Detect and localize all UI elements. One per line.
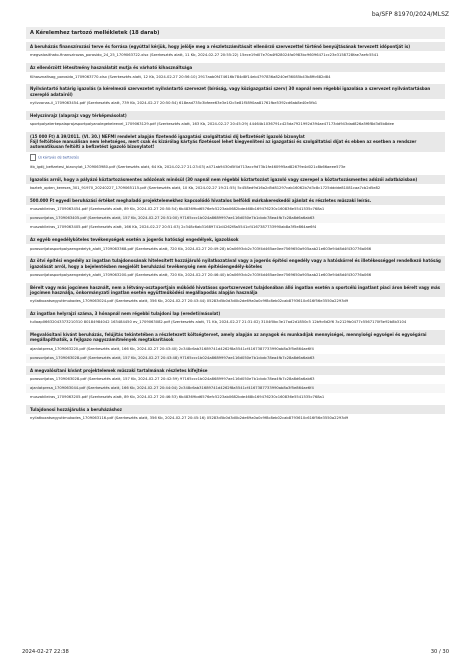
card-icon xyxy=(30,154,36,161)
attachment-file-row[interactable]: tulloap06632043373210310 80184984042 163484450 ev_1709063082.pdf (Szerkesztés alatt, 71 Kb, 2024-02-27 21:31:02) 3104f0bc3e17ad2d1850c5 12b9c6d2f6 3c2129b0477c5567170f5e92b8b3104 xyxy=(30,320,407,325)
attachment-sections xyxy=(26,42,445,423)
attachment-file-row[interactable]: Kihasznaltsag_porosido_1709063770.xlsx (Szerkesztés alatt, 12 Kb, 2024-02-27 20:56:10) 2917aab0f474616b784d8f14eb4797836a8240ef36085b43b8ffc682d84 xyxy=(30,74,331,79)
attachment-file-row[interactable]: nyilvvonas-ii_1709063454.pdf (Szerkesztés alatt, 739 Kb, 2024-02-27 20:50:54) 618ead735c3bfeee63e3e1f2c5e81f5890aa81761fbe5392cd6ab8e40e5fb1 xyxy=(30,100,318,105)
attachment-file-row[interactable]: porosorijatos_1709063028.pdf (Szerkesztés alatt, 157 Kb, 2024-02-27 20:43:48) 97165ccc1b024a8689997ae116d050e7b1cbdc78ea4fb7c28a8d6a6ab63 xyxy=(26,354,445,363)
document-reference: ba/SFP 81970/2024/MLSZ xyxy=(371,11,449,18)
section-heading: Az egyéb engedélyköteles tevékenységek esetén a jogerős hatósági engedélyek, igazolások xyxy=(26,235,445,244)
attachment-file-row[interactable]: kozteh_opten_kereses_301_91970_20240227_1709065115.pdf (Szerkesztés alatt, 10 Kb, 2024-02-27 19:21:55) 5c458ed9d16a2d5d81297cab16062b7d3c8c1725dddde81081caa7cb2d5e82 xyxy=(30,186,381,191)
attachment-file-row[interactable]: muszakileiras_1709063454.pdf (Szerkesztés alatt, 89 Kb, 2024-02-27 20:50:54) 6b48369bd6576efc5223ab0682bde468b169476230c160836e5541535c768a1 xyxy=(30,207,325,212)
section-heading: Tulajdonosi hozzájárulás a beruházáshoz xyxy=(26,405,445,414)
attachment-file-row[interactable]: porosorijatos_1709063028.pdf (Szerkesztés alatt, 157 Kb, 2024-02-27 20:42:59) 97165ccc1b024a8689997ae116d050e7b1cbdc78ea4fb7c28a8d6a6ab63 xyxy=(30,376,315,381)
attachment-file-row[interactable]: nyilatkozatsegyuttmukodes_1709063116.pdf (Szerkesztés alatt, 356 Kb, 2024-02-27 20:45:16) 05283d5b0d3d0b2de69a0a0c9f8c8eb02cab8793610c616f56e3550a2293d9 xyxy=(30,416,349,421)
section-heading: Az ötvi építési engedély az ingatlan tulajdonosának hitelesített hozzájáruló nyilatkozatával vagy a jogerős építési engedély vagy a hatóskörrel és illetékességgel rendelkező hatóság igazolását arról, hogy a bejelentésben megjelölt beruházási tevékenység nem építésiengedély-köteles xyxy=(26,256,445,270)
attachment-file-row[interactable]: itb_igdij_befizetesi_bizonylat_1709063980.pdf (Szerkesztés alatt, 64 Kb, 2024-02-27 21:23:03) a471ab9430d5f4d713acc9d73b1fe460995ad82679e4d021c8b66aeee573e xyxy=(30,165,346,170)
attachment-file-row[interactable]: nyilatkozatsegyuttmukodes_1709063024.pdf (Szerkesztés alatt, 356 Kb, 2024-02-27 20:43:44) 05283d5b0d3d0b2de69a0a0c9f8c8eb02cab8793610c616f56e3550a2293d9 xyxy=(30,299,349,304)
section-heading: Megvalósítani kívánt beruházás, felújítás tekintetében a részletezett költségtervet, amely alapján az anyagok és munkadíjak mennyiségei, mennyiségi egységei és egységárai megállapíthatók, a fejlgazo nagyszámítmények megtakarítások xyxy=(26,330,445,344)
section-heading: (15 000 Ft) A 39/2011. (VI. 30.) NEFMI rendelet alapján fizetendő igazgatási szolgáltatási díj befizetését igazoló bizonylat Fájl feltöltése manuálisan nem lehetséges, mert csak és kizárólag kártyás fizetéssel lehet kiegyenlíteni az igazgatási és szolgáltatási díjat és ebben az esetben a rendszer automatikusan feltölti a befizetést igazoló bizonylatot! xyxy=(26,132,445,152)
print-timestamp: 2024-02-27 22:38 xyxy=(22,649,69,655)
section-heading: Bérelt vagy más jogcímen használt, nem a létvány-osztaportjain működő hivatásos sportszervezet tulajdonában álló ingatlan esetén a sportcélú ingatlant piaci áron bérelt vagy más jogcímen használja, önkormányzati ingatlan esetén együttműködési megállapodás alapján használja xyxy=(26,283,445,297)
attachment-file-row[interactable]: porosorijatos_1709063405.pdf (Szerkesztés alatt, 157 Kb, 2024-02-27 20:51:00) 97165ccc1b024a8689997ae116d050e7b1cbdc78ea4fb7c28a8d6a6ab63 xyxy=(26,214,445,223)
section-heading: A beruházás finanszírozási terve és forrása (egyúttal kérjük, hogy jelölje meg a részletszámításait ellenőrző szervezettel történő benyújtásának tervezett időpontját is) xyxy=(26,42,445,51)
payment-link-row[interactable] xyxy=(26,152,445,163)
section-heading: 500.000 Ft egyedi beruházási értéket meghaladó projektelemekhez kapcsolódó hivatalos belföldi márkakereskedői ajánlat és részletes műszaki leírás. xyxy=(26,196,445,205)
attachment-file-row[interactable]: ajanlatpresa_1709063044.pdf (Szerkesztés alatt, 166 Kb, 2024-02-27 20:44:04) 2c348c6ab31689741d4262f8a5541cf4167387733990ab8a3f5e864ae6f4 xyxy=(26,384,445,393)
attachment-file-row[interactable]: ajanlatpresa_1709063220.pdf (Szerkesztés alatt, 166 Kb, 2024-02-27 20:43:40) 2c348c6ab31689741d4262f8a5541cf4167387733990ab8a3f5e864ae6f4 xyxy=(30,346,314,351)
new-card-payment-link[interactable]: Új kártyás díj befizetés xyxy=(38,155,79,160)
attachment-file-row[interactable]: sportpalyaterkepalaprajzsportpalyanolegekeleevel_1709063129.pdf (Szerkesztés alatt, 163 Kb, 2024-02-27 20:45:29) 44464b1036791c425da7921992d394ae47173dd943dad826a5f6f8d3d5b8dee xyxy=(30,122,395,127)
section-heading: Nyilvántartó határig igazolás (a kérelmező szervezetet nyilvántartó szervezet (bíróság, vagy közigazgatási szerv) 30 napnál nem régebbi igazolása a szervezet nyilvántartásban szereplő adatairól) xyxy=(26,84,445,98)
attachment-file-row[interactable]: porosorijatosportpalyaengedelyk_alatt_1709063368.pdf (Szerkesztés alatt, 720 Kb, 2024-02-27 20:49:28) b0a0693cb2c703f4d465ae0ee7569650a905aab21e603e94d8d4f430776a066 xyxy=(30,246,372,251)
section-heading: Helyszínrajz (alaprajz vagy térképmásolat) xyxy=(26,111,445,120)
attachments-sheet xyxy=(26,27,445,423)
attachment-file-row[interactable]: megvalosithato-finanszirozas_porosido_24_25_1709063722.xlsx (Szerkesztés alatt, 11 Kb, 2024-02-27 20:55:22) 15ece19d07e70a4f628024fa0983bc96096471cc23e3158728fae7aefc5541 xyxy=(30,53,379,58)
page-number: 30 / 30 xyxy=(430,649,449,655)
attachment-file-row[interactable]: porosorijatosportpalyaengedelyk_alatt_1709063200.pdf (Szerkesztés alatt, 720 Kb, 2024-02-27 20:46:40) b0a0693cb2c703f4d465ae0ee7569650a905aab21e603e94d8d4f430776a066 xyxy=(30,272,372,277)
section-heading: Igazolás arról, hogy a pályázó köztartozásmentes adózónak minősül (30 napnál nem régebbi köztartozást igazoló vagy szerepel a köztartozásmentes adózói adatbázisban) xyxy=(26,175,445,184)
attachments-title: A Kérelemhez tartozó mellékletek (18 darab) xyxy=(26,27,445,39)
attachment-file-row[interactable]: muszakileiras_1709063405.pdf (Szerkesztés alatt, 166 Kb, 2024-02-27 20:51:03) 2c348c6ab31689741d4262f8a5541cf4167387733990ab8a3f5e864ae6f4 xyxy=(30,225,317,230)
attachment-file-row[interactable]: muszakileiras_1709063205.pdf (Szerkesztés alatt, 89 Kb, 2024-02-27 20:46:53) 6b48369bd6576efc5223ab0682bde468b169476230c160836e5541535c768a1 xyxy=(30,394,325,399)
section-heading: Az ingatlan helyrajzi száma, 3 hónapnál nem régebbi tulajdoni lap (eredeti/másolat) xyxy=(26,309,445,318)
section-heading: A megvalósítani kívánt projektelemek műszaki tartalmának részletes kifejtése xyxy=(26,366,445,375)
section-heading: Az ellenőrzött létesítmény használatát mutja és várható kihasználtsága xyxy=(26,63,445,72)
